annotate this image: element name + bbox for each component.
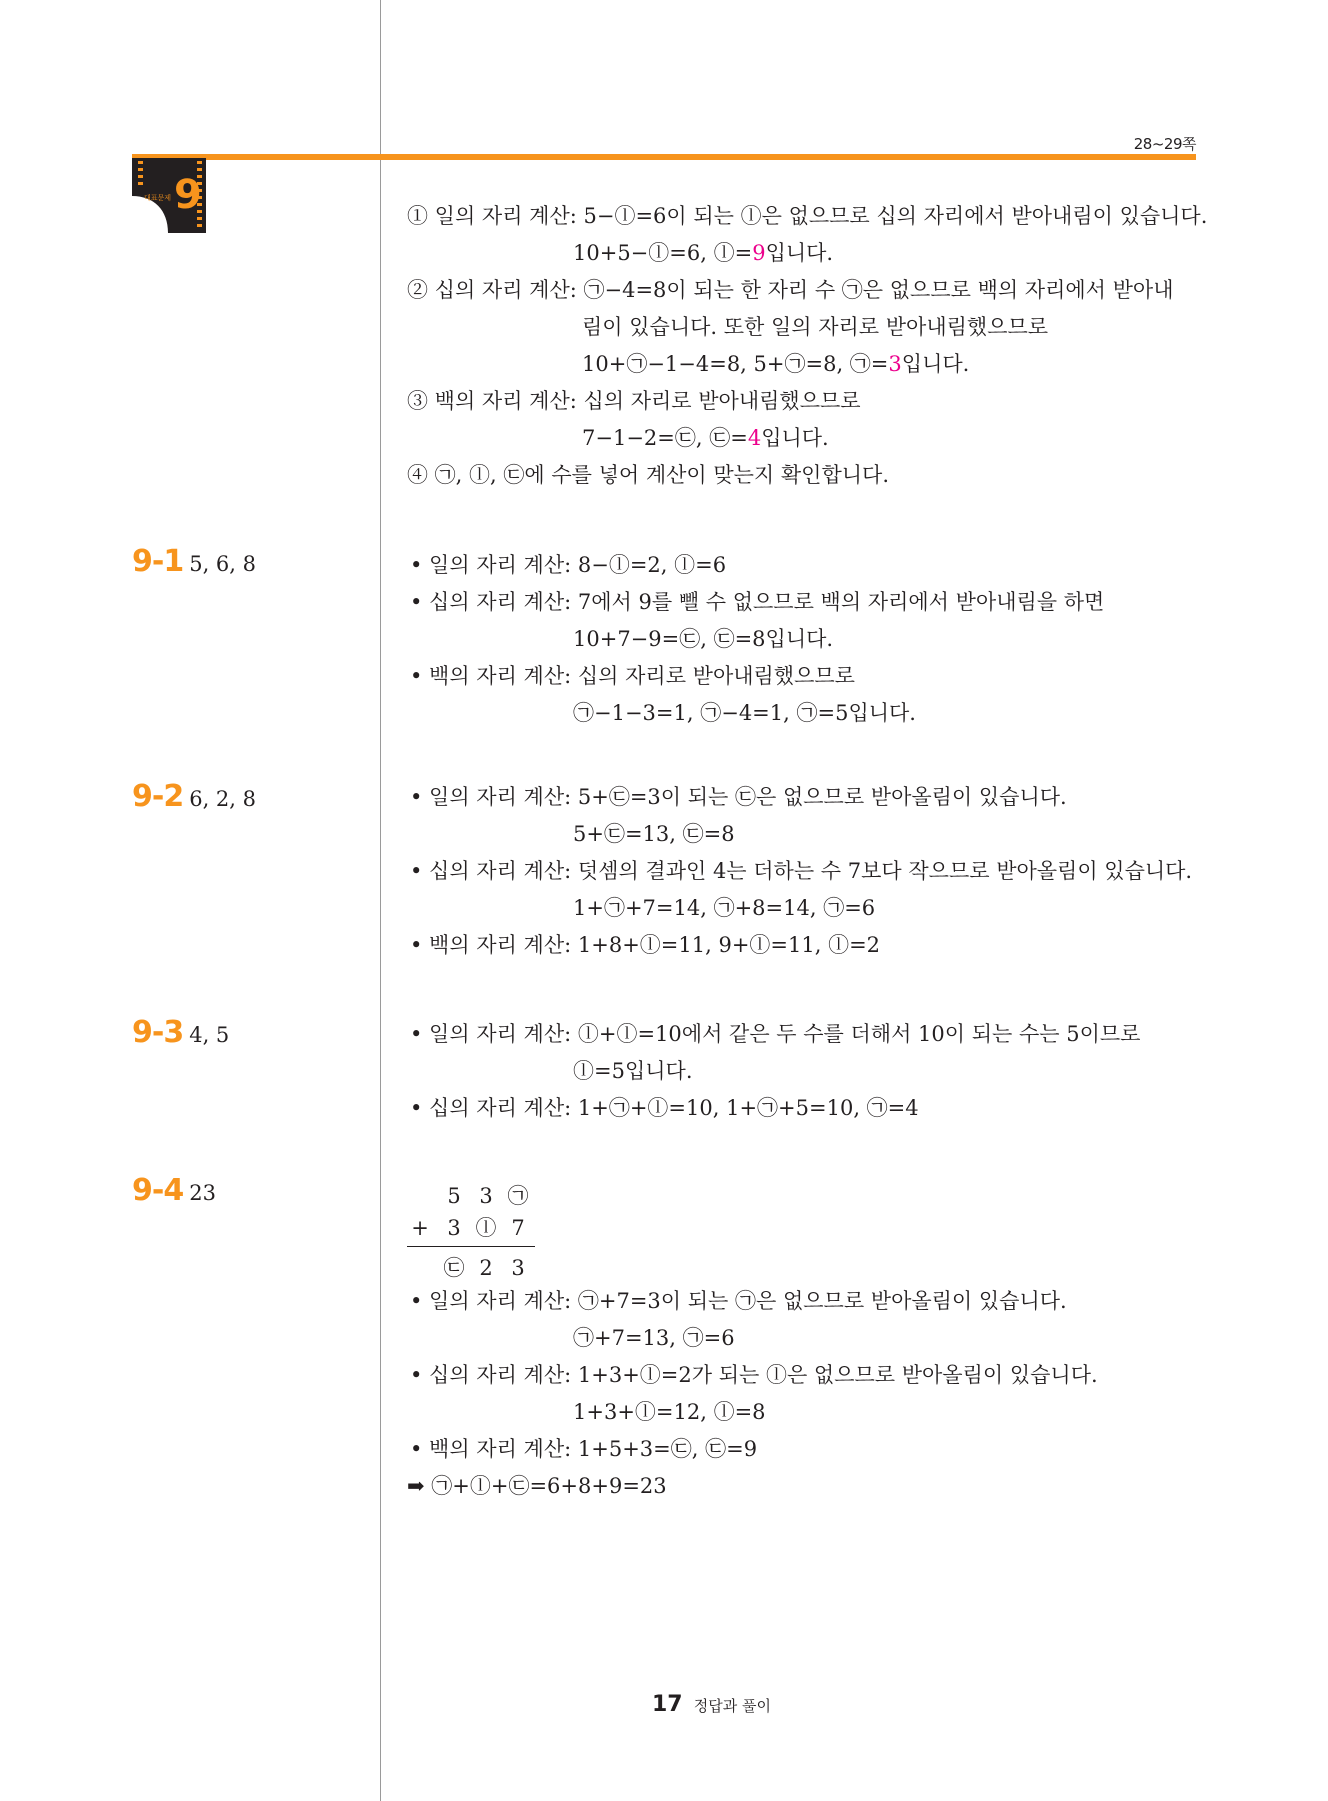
highlight-value: 4 [747, 426, 762, 450]
addition-result-row: ㉢ 2 3 [443, 1256, 525, 1280]
problem-answer: 5, 6, 8 [189, 552, 256, 576]
main-line-2: 10+5−ⓛ=6, ⓛ=9입니다. [573, 241, 834, 265]
solution-line: • 백의 자리 계산: 십의 자리로 받아내림했으므로 [410, 664, 855, 688]
center-divider [380, 0, 381, 1801]
solution-line: • 십의 자리 계산: 7에서 9를 뺄 수 없으므로 백의 자리에서 받아내림을 하면 [410, 590, 1105, 614]
problem-answer: 23 [189, 1181, 216, 1205]
header-rule [132, 154, 1196, 160]
solution-line: ㉠−1−3=1, ㉠−4=1, ㉠=5입니다. [573, 701, 916, 725]
page-footer [652, 1692, 771, 1717]
problem-9-4-solution [407, 1283, 1098, 1505]
solution-line: 10+7−9=㉢, ㉢=8입니다. [573, 627, 834, 651]
page-number: 17 [652, 1692, 683, 1717]
main-line-1: ① 일의 자리 계산: 5−ⓛ=6이 되는 ⓛ은 없으므로 십의 자리에서 받아내림이 있습니다. [407, 204, 1208, 228]
solution-line: • 십의 자리 계산: 1+3+ⓛ=2가 되는 ⓛ은 없으므로 받아올림이 있습니다. [410, 1363, 1098, 1387]
page-label: 정답과 풀이 [693, 1697, 771, 1715]
column-addition [407, 1180, 535, 1284]
problem-9-1-solution [407, 547, 1104, 732]
solution-line: ㉠+7=13, ㉠=6 [573, 1326, 735, 1350]
problem-9-2-solution [407, 779, 1192, 964]
main-line-6: ③ 백의 자리 계산: 십의 자리로 받아내림했으므로 [407, 389, 861, 413]
badge-label: 대표문제 [144, 194, 172, 202]
solution-line: • 백의 자리 계산: 1+5+3=㉢, ㉢=9 [410, 1437, 758, 1461]
solution-line: • 일의 자리 계산: 5+㉢=3이 되는 ㉢은 없으므로 받아올림이 있습니다. [410, 785, 1067, 809]
solution-line: ⓛ=5입니다. [573, 1059, 693, 1083]
main-explanation [407, 198, 1207, 494]
problem-label-9-3: 9-3 4, 5 [132, 1015, 230, 1050]
solution-line: 5+㉢=13, ㉢=8 [573, 822, 735, 846]
sum-line [407, 1246, 535, 1247]
main-line-8: ④ ㉠, ⓛ, ㉢에 수를 넣어 계산이 맞는지 확인합니다. [407, 463, 890, 487]
problem-label-9-4: 9-4 23 [132, 1173, 216, 1208]
main-line-4: 림이 있습니다. 또한 일의 자리로 받아내림했으므로 [582, 315, 1049, 339]
solution-line: • 백의 자리 계산: 1+8+ⓛ=11, 9+ⓛ=11, ⓛ=2 [410, 933, 881, 957]
solution-line: • 일의 자리 계산: ㉠+7=3이 되는 ㉠은 없으므로 받아올림이 있습니다. [410, 1289, 1067, 1313]
addition-row-1: 5 3 ㉠ [447, 1184, 529, 1208]
problem-badge [132, 158, 206, 233]
main-line-3: ② 십의 자리 계산: ㉠−4=8이 되는 한 자리 수 ㉠은 없으므로 백의 자리에서 받아내 [407, 278, 1174, 302]
page-range: 28~29쪽 [1133, 135, 1196, 153]
solution-line: • 십의 자리 계산: 1+㉠+ⓛ=10, 1+㉠+5=10, ㉠=4 [410, 1096, 919, 1120]
solution-line: • 일의 자리 계산: 8−ⓛ=2, ⓛ=6 [410, 553, 727, 577]
problem-answer: 6, 2, 8 [189, 787, 256, 811]
main-line-7: 7−1−2=㉢, ㉢=4입니다. [582, 426, 829, 450]
solution-line: • 일의 자리 계산: ⓛ+ⓛ=10에서 같은 두 수를 더해서 10이 되는 수는 5이므로 [410, 1022, 1141, 1046]
problem-label-9-2: 9-2 6, 2, 8 [132, 779, 256, 814]
solution-line: • 십의 자리 계산: 덧셈의 결과인 4는 더하는 수 7보다 작으므로 받아올림이 있습니다. [410, 859, 1193, 883]
badge-number: 9 [174, 172, 202, 218]
addition-row-2: + 3 ⓛ 7 [411, 1216, 525, 1240]
highlight-value: 9 [752, 241, 766, 265]
problem-9-3-solution [407, 1016, 1140, 1127]
problem-label-9-1: 9-1 5, 6, 8 [132, 544, 256, 579]
solution-line: 1+3+ⓛ=12, ⓛ=8 [573, 1400, 766, 1424]
conclusion-line: ➡ ㉠+ⓛ+㉢=6+8+9=23 [407, 1474, 667, 1498]
solution-line: 1+㉠+7=14, ㉠+8=14, ㉠=6 [573, 896, 876, 920]
highlight-value: 3 [888, 352, 902, 376]
problem-answer: 4, 5 [189, 1023, 230, 1047]
main-line-5: 10+㉠−1−4=8, 5+㉠=8, ㉠=3입니다. [582, 352, 970, 376]
